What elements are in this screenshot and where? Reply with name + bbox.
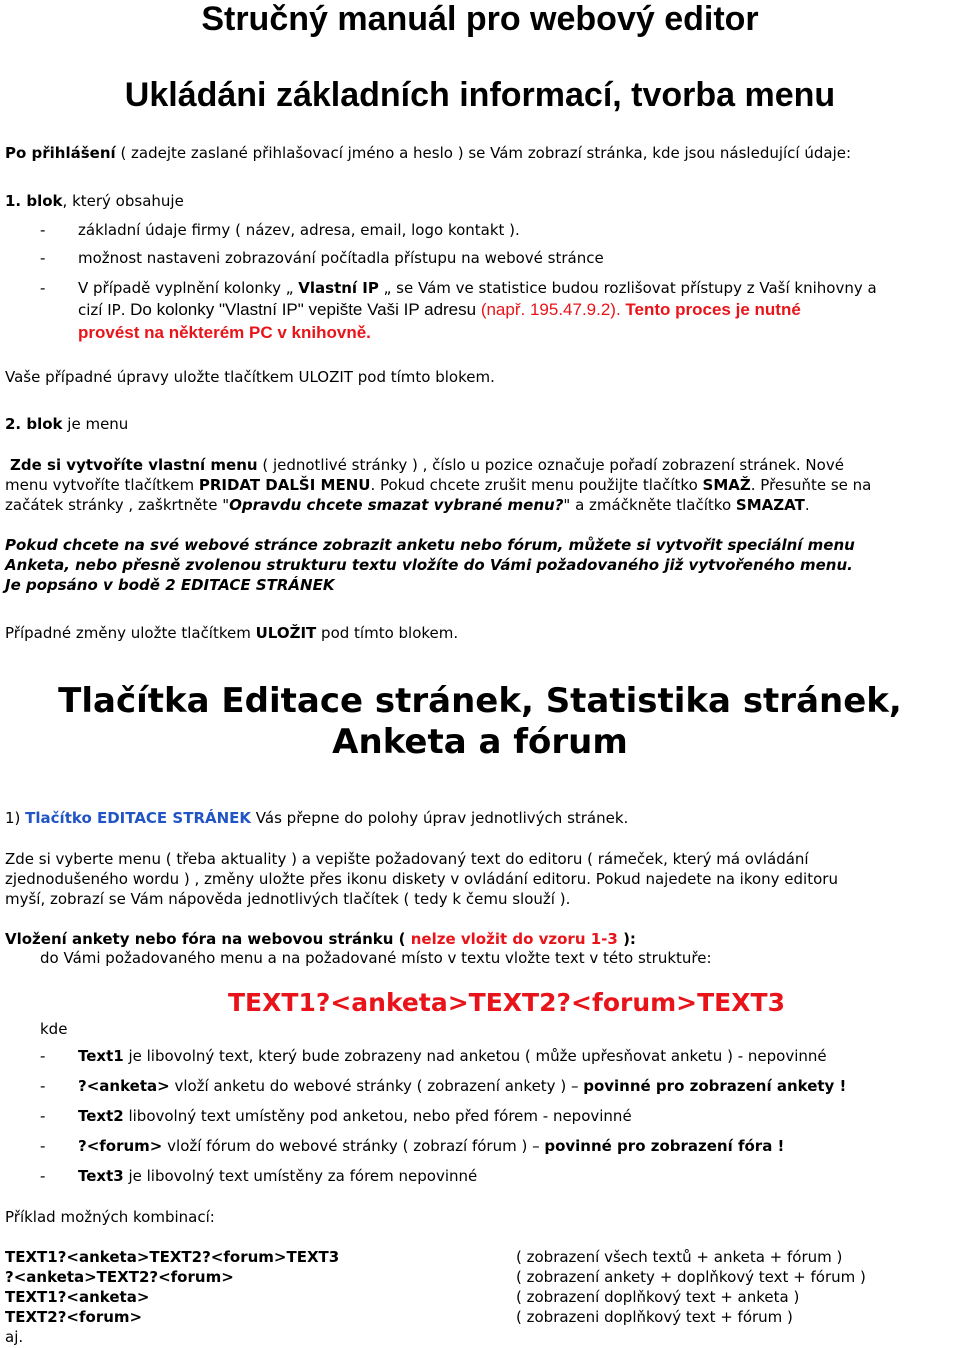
syntax-desc: libovolný text umístěny pod anketou, nebo před fórem - nepovinné xyxy=(123,1107,632,1125)
vlozeni-instruction: do Vámi požadovaného menu a na požadované místo v textu vložte text v této struktuře: xyxy=(40,949,712,967)
item3-text-a: V případě vyplnění kolonky „ xyxy=(78,279,299,297)
intro-bold: Po přihlášení xyxy=(5,144,116,162)
intro-text: ( zadejte zaslané přihlašovací jméno a heslo ) se Vám zobrazí stránka, kde jsou následující údaje: xyxy=(115,144,852,162)
syntax-note: povinné pro zobrazení fóra ! xyxy=(544,1137,785,1155)
syntax-item-forum xyxy=(78,1136,784,1156)
editor-paragraph-line3: myší, zobrazí se Vám nápověda jednotlivých tlačítek ( tedy k čemu slouží ). xyxy=(5,890,571,908)
p1-number: 1) xyxy=(5,809,26,827)
combo-desc: ( zobrazeni doplňkový text + fórum ) xyxy=(516,1308,793,1326)
blok1-item-1: základní údaje firmy ( název, adresa, email, logo kontakt ). xyxy=(78,221,520,239)
combo-desc: ( zobrazení všech textů + anketa + fórum ) xyxy=(516,1248,843,1266)
intro-paragraph xyxy=(5,143,851,163)
anketa-paragraph-line3: Je popsáno v bodě 2 EDITACE STRÁNEK xyxy=(5,576,335,594)
editace-button-name: Tlačítko EDITACE STRÁNEK xyxy=(25,809,252,827)
blok1-item-3-line3: provést na některém PC v knihovně. xyxy=(78,323,371,342)
dash-marker: - xyxy=(40,1107,46,1125)
combo-desc: ( zobrazení doplňkový text + anketa ) xyxy=(516,1288,800,1306)
section1-heading: Ukládáni základních informací, tvorba menu xyxy=(124,76,836,114)
item3-text-c: „ se Vám ve statistice budou rozlišovat přístupy z Vaší knihovny a xyxy=(378,279,877,297)
editor-paragraph-line1: Zde si vyberte menu ( třeba aktuality ) a vepište požadovaný text do editoru ( rámeček, který má ovládání xyxy=(5,850,809,868)
menu-paragraph-line2 xyxy=(5,475,871,495)
blok1-item-3-line1 xyxy=(78,278,877,298)
anketa-paragraph-line2: Anketa, nebo přesně zvolenou strukturu textu vložíte do Vámi požadovaného již vytvořeného menu. xyxy=(5,556,853,574)
structure-example: TEXT1?<anketa>TEXT2?<forum>TEXT3 xyxy=(228,988,785,1017)
editace-paragraph xyxy=(5,808,628,828)
menu-p3-b: Opravdu chcete smazat vybrané menu? xyxy=(229,496,564,514)
editor-paragraph-line2: zjednodušeného wordu ) , změny uložte přes ikonu diskety v ovládání editoru. Pokud najedete na ikony editoru xyxy=(5,870,838,888)
save2-b: ULOŽIT xyxy=(255,624,317,642)
syntax-token: ?<anketa> xyxy=(78,1077,170,1095)
priklad-label: Příklad možných kombinací: xyxy=(5,1208,215,1226)
section2-heading-line2: Anketa a fórum xyxy=(332,722,628,762)
vloz-a: Vložení ankety nebo fóra na webovou stránku ( xyxy=(5,930,411,948)
menu-p2-d: SMAŽ xyxy=(702,476,751,494)
anketa-paragraph-line1: Pokud chcete na své webové stránce zobrazit anketu nebo fórum, můžete si vytvořit speciální menu xyxy=(5,536,855,554)
syntax-desc: vloží anketu do webové stránky ( zobrazení ankety ) – xyxy=(169,1077,584,1095)
item3-ip-example: (např. 195.47.9.2). xyxy=(476,300,621,319)
save-note-1: Vaše případné úpravy uložte tlačítkem ULOZIT pod tímto blokem. xyxy=(5,368,495,386)
item3-text-d: cizí IP xyxy=(78,301,121,319)
menu-p-text: ( jednotlivé stránky ) , číslo u pozice označuje pořadí zobrazení stránek. Nové xyxy=(257,456,844,474)
syntax-token: Text2 xyxy=(78,1107,124,1125)
blok2-text: je menu xyxy=(62,415,129,433)
save-note-2 xyxy=(5,623,458,643)
dash-marker: - xyxy=(40,221,46,239)
dash-marker: - xyxy=(40,1137,46,1155)
menu-p2-b: PRIDAT DALŠI MENU xyxy=(198,476,371,494)
menu-paragraph-line3 xyxy=(5,495,810,515)
blok2-label xyxy=(5,414,128,434)
syntax-item-text3 xyxy=(78,1166,477,1186)
dash-marker: - xyxy=(40,249,46,267)
vloz-c: ): xyxy=(617,930,636,948)
dash-marker: - xyxy=(40,1077,46,1095)
section2-heading-line1: Tlačítka Editace stránek, Statistika stránek, xyxy=(58,681,902,721)
kde-label: kde xyxy=(40,1020,68,1038)
document-title: Stručný manuál pro webový editor xyxy=(201,0,759,38)
syntax-item-text1 xyxy=(78,1046,827,1066)
menu-p2-c: . Pokud chcete zrušit menu použijte tlačítko xyxy=(370,476,703,494)
blok2-bold: 2. blok xyxy=(5,415,63,433)
item3-text-e: . Do kolonky "Vlastní IP" vepište Vaši IP adresu xyxy=(120,300,477,319)
blok1-label xyxy=(5,191,184,211)
item3-warning: Tento proces je nutné xyxy=(620,300,801,319)
menu-p3-c: " a zmáčkněte tlačítko xyxy=(563,496,736,514)
blok1-item-2: možnost nastaveni zobrazování počítadla přístupu na webové stránce xyxy=(78,249,604,267)
combo-desc: ( zobrazení ankety + doplňkový text + fórum ) xyxy=(516,1268,866,1286)
p1-text: Vás přepne do polohy úprav jednotlivých stránek. xyxy=(251,809,629,827)
combo-code: TEXT2?<forum> xyxy=(5,1308,143,1326)
blok1-text: , který obsahuje xyxy=(62,192,184,210)
menu-p2-a: menu vytvoříte tlačítkem xyxy=(5,476,199,494)
save2-a: Případné změny uložte tlačítkem xyxy=(5,624,256,642)
syntax-note: povinné pro zobrazení ankety ! xyxy=(583,1077,847,1095)
vlozeni-heading xyxy=(5,929,636,949)
dash-marker: - xyxy=(40,1167,46,1185)
syntax-item-text2 xyxy=(78,1106,632,1126)
combo-code: TEXT1?<anketa> xyxy=(5,1288,150,1306)
menu-p3-a: začátek stránky , zaškrtněte " xyxy=(5,496,230,514)
dash-marker: - xyxy=(40,1047,46,1065)
save2-c: pod tímto blokem. xyxy=(316,624,459,642)
syntax-token: Text1 xyxy=(78,1047,124,1065)
vloz-warning: nelze vložit do vzoru 1-3 xyxy=(410,930,618,948)
blok1-item-3-line2 xyxy=(78,300,801,320)
combo-code: TEXT1?<anketa>TEXT2?<forum>TEXT3 xyxy=(5,1248,340,1266)
syntax-token: ?<forum> xyxy=(78,1137,163,1155)
menu-p-bold: Zde si vytvoříte vlastní menu xyxy=(10,456,258,474)
menu-p3-e: . xyxy=(804,496,810,514)
aj-label: aj. xyxy=(5,1328,24,1346)
blok1-bold: 1. blok xyxy=(5,192,63,210)
dash-marker: - xyxy=(40,279,46,297)
syntax-desc: je libovolný text, který bude zobrazeny nad anketou ( může upřesňovat anketu ) - nepovinné xyxy=(123,1047,827,1065)
syntax-token: Text3 xyxy=(78,1167,124,1185)
item3-bold: Vlastní IP xyxy=(298,279,379,297)
syntax-desc: je libovolný text umístěny za fórem nepovinné xyxy=(123,1167,478,1185)
menu-p2-e: . Přesuňte se na xyxy=(750,476,872,494)
syntax-desc: vloží fórum do webové stránky ( zobrazí fórum ) – xyxy=(162,1137,545,1155)
menu-paragraph-line1 xyxy=(10,455,844,475)
menu-p3-d: SMAZAT xyxy=(735,496,805,514)
combo-code: ?<anketa>TEXT2?<forum> xyxy=(5,1268,234,1286)
syntax-item-anketa xyxy=(78,1076,846,1096)
